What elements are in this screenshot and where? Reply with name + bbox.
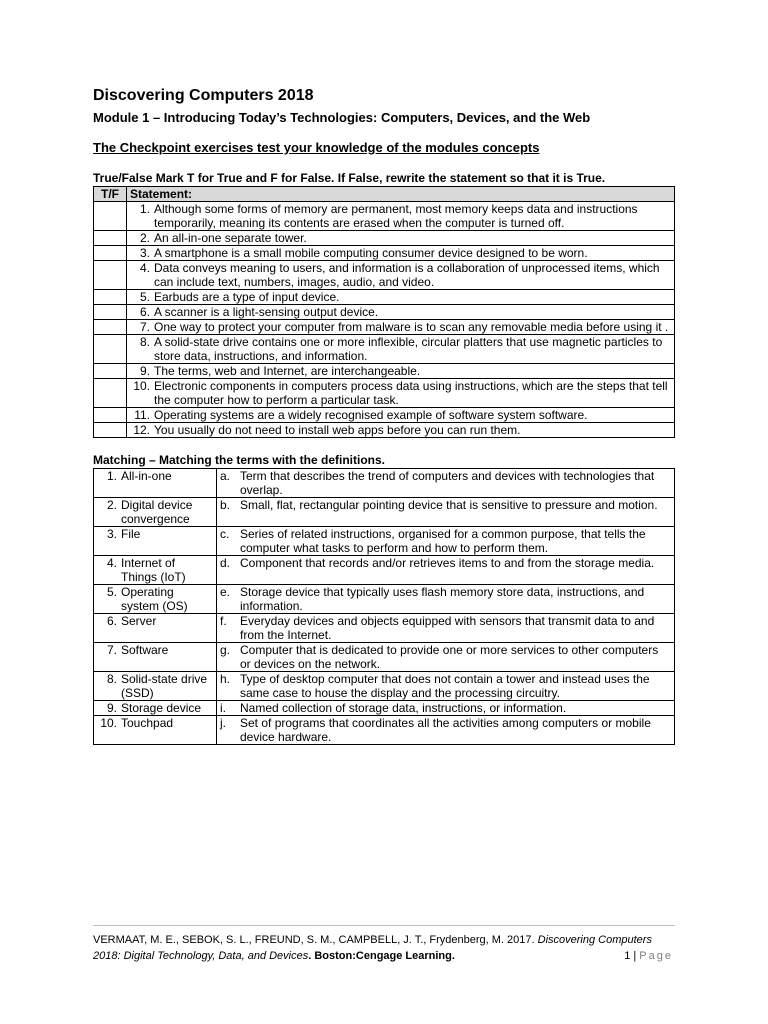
term-text: Software — [121, 643, 169, 657]
tf-answer-cell[interactable] — [94, 202, 127, 231]
definition-letter: b. — [220, 498, 231, 512]
definition-letter: h. — [220, 672, 231, 686]
term-cell — [94, 527, 217, 556]
statement-text: A smartphone is a small mobile computing consumer device designed to be worn. — [154, 246, 588, 260]
term-text: All-in-one — [121, 469, 172, 483]
tf-row — [94, 320, 675, 335]
term-cell — [94, 701, 217, 716]
definition-letter: c. — [220, 527, 230, 541]
definition-text: Component that records and/or retrieves items to and from the storage media. — [240, 556, 655, 570]
term-cell — [94, 716, 217, 745]
statement-cell — [127, 335, 675, 364]
term-text: Internet of Things (IoT) — [121, 556, 186, 584]
definition-text: Computer that is dedicated to provide one or more services to other computers or devices on the network. — [240, 643, 659, 671]
true-false-table — [93, 186, 675, 438]
definition-text: Series of related instructions, organised for a common purpose, that tells the computer what tasks to perform and how to perform them. — [240, 527, 646, 555]
matching-row — [94, 498, 675, 527]
tf-answer-cell[interactable] — [94, 364, 127, 379]
statement-cell — [127, 305, 675, 320]
tf-answer-cell[interactable] — [94, 379, 127, 408]
tf-answer-cell[interactable] — [94, 231, 127, 246]
statement-number: 9. — [139, 364, 150, 378]
statement-number: 4. — [139, 261, 150, 275]
true-false-instruction: True/False Mark T for True and F for False. If False, rewrite the statement so that it is True. — [93, 171, 606, 185]
tf-answer-cell[interactable] — [94, 290, 127, 305]
matching-row — [94, 527, 675, 556]
term-cell — [94, 614, 217, 643]
matching-row — [94, 643, 675, 672]
definition-text: Small, flat, rectangular pointing device that is sensitive to pressure and motion. — [240, 498, 658, 512]
matching-row — [94, 716, 675, 745]
statement-cell — [127, 379, 675, 408]
statement-text: A scanner is a light-sensing output device. — [154, 305, 379, 319]
statement-text: Data conveys meaning to users, and information is a collaboration of unprocessed items, which can include text, numbers, images, audio, and video. — [154, 261, 660, 289]
definition-text: Set of programs that coordinates all the activities among computers or mobile device hardware. — [240, 716, 651, 744]
term-number: 10. — [100, 716, 117, 730]
matching-table-body — [94, 469, 675, 745]
statement-text: Earbuds are a type of input device. — [154, 290, 340, 304]
statement-number: 12. — [133, 423, 150, 437]
tf-row — [94, 335, 675, 364]
tf-answer-cell[interactable] — [94, 335, 127, 364]
term-number: 3. — [106, 527, 117, 541]
true-false-table-body — [94, 202, 675, 438]
definition-letter: e. — [220, 585, 231, 599]
term-text: Operating system (OS) — [121, 585, 188, 613]
statement-text: Electronic components in computers process data using instructions, which are the steps that tell the computer how to perform a particular task. — [154, 379, 668, 407]
statement-number: 1. — [139, 202, 150, 216]
citation-authors: VERMAAT, M. E., SEBOK, S. L., FREUND, S. M., CAMPBELL, J. T., Frydenberg, M. 2017. — [93, 934, 535, 946]
citation-publisher: . Boston:Cengage Learning. — [308, 950, 455, 962]
definition-letter: g. — [220, 643, 231, 657]
term-text: File — [121, 527, 141, 541]
definition-text: Term that describes the trend of computers and devices with technologies that overlap. — [240, 469, 655, 497]
tf-row — [94, 261, 675, 290]
term-cell — [94, 469, 217, 498]
statement-number: 5. — [139, 290, 150, 304]
page-number-label — [624, 948, 673, 964]
statement-cell — [127, 231, 675, 246]
definition-cell — [217, 469, 675, 498]
module-title: Module 1 – Introducing Today’s Technologies: Computers, Devices, and the Web — [93, 110, 591, 125]
statement-text: You usually do not need to install web apps before you can run them. — [154, 423, 521, 437]
term-cell — [94, 498, 217, 527]
definition-text: Storage device that typically uses flash memory store data, instructions, and information. — [240, 585, 645, 613]
definition-cell — [217, 701, 675, 716]
matching-row — [94, 672, 675, 701]
citation-book-title: Discovering Computers 2018: Digital Technology, Data, and Devices — [93, 934, 652, 962]
definition-cell — [217, 643, 675, 672]
statement-number: 7. — [139, 320, 150, 334]
definition-cell — [217, 614, 675, 643]
page-separator: | — [633, 950, 637, 962]
matching-table — [93, 468, 675, 745]
term-cell — [94, 556, 217, 585]
term-number: 4. — [106, 556, 117, 570]
definition-letter: j. — [220, 716, 226, 730]
term-text: Digital device convergence — [121, 498, 193, 526]
term-number: 8. — [106, 672, 117, 686]
term-text: Storage device — [121, 701, 202, 715]
term-number: 7. — [106, 643, 117, 657]
statement-number: 11. — [134, 408, 150, 422]
statement-text: An all-in-one separate tower. — [154, 231, 307, 245]
term-cell — [94, 643, 217, 672]
statement-number: 6. — [139, 305, 150, 319]
statement-cell — [127, 202, 675, 231]
term-cell — [94, 672, 217, 701]
definition-letter: f. — [220, 614, 227, 628]
footer-citation — [93, 925, 675, 964]
statement-cell — [127, 290, 675, 305]
statement-cell — [127, 408, 675, 423]
definition-cell — [217, 585, 675, 614]
definition-text: Everyday devices and objects equipped with sensors that transmit data to and from the Internet. — [240, 614, 655, 642]
tf-row — [94, 364, 675, 379]
definition-cell — [217, 527, 675, 556]
definition-letter: d. — [220, 556, 231, 570]
matching-row — [94, 614, 675, 643]
term-number: 9. — [106, 701, 117, 715]
tf-row — [94, 305, 675, 320]
definition-cell — [217, 672, 675, 701]
page-word: Page — [639, 950, 673, 962]
tf-column-header: T/F — [94, 187, 127, 202]
matching-row — [94, 469, 675, 498]
tf-row — [94, 423, 675, 438]
definition-text: Named collection of storage data, instructions, or information. — [240, 701, 567, 715]
tf-row — [94, 246, 675, 261]
definition-cell — [217, 556, 675, 585]
matching-instruction: Matching – Matching the terms with the definitions. — [93, 453, 386, 467]
statement-number: 2. — [139, 231, 150, 245]
matching-row — [94, 556, 675, 585]
statement-text: Operating systems are a widely recognised example of software system software. — [154, 408, 588, 422]
statement-text: Although some forms of memory are permanent, most memory keeps data and instructions temporarily, meaning its contents are erased when the computer is turned off. — [154, 202, 638, 230]
document-page — [93, 86, 675, 745]
statement-cell — [127, 246, 675, 261]
definition-cell — [217, 498, 675, 527]
page-number: 1 — [624, 950, 631, 962]
tf-answer-cell[interactable] — [94, 305, 127, 320]
term-number: 6. — [106, 614, 117, 628]
tf-row — [94, 202, 675, 231]
term-number: 2. — [106, 498, 117, 512]
tf-answer-cell[interactable] — [94, 261, 127, 290]
statement-cell — [127, 261, 675, 290]
tf-row — [94, 408, 675, 423]
statement-column-header: Statement: — [127, 187, 675, 202]
tf-row — [94, 290, 675, 305]
definition-letter: a. — [220, 469, 231, 483]
definition-cell — [217, 716, 675, 745]
statement-text: One way to protect your computer from malware is to scan any removable media before using it . — [154, 320, 669, 334]
statement-number: 10. — [133, 379, 150, 393]
term-number: 1. — [106, 469, 117, 483]
tf-answer-cell[interactable] — [94, 246, 127, 261]
tf-row — [94, 231, 675, 246]
tf-row — [94, 379, 675, 408]
matching-row — [94, 585, 675, 614]
matching-row — [94, 701, 675, 716]
statement-cell — [127, 364, 675, 379]
tf-answer-cell[interactable] — [94, 408, 127, 423]
term-cell — [94, 585, 217, 614]
statement-cell — [127, 423, 675, 438]
term-text: Solid-state drive (SSD) — [121, 672, 208, 700]
term-number: 5. — [106, 585, 117, 599]
statement-text: A solid-state drive contains one or more inflexible, circular platters that use magnetic particles to store data, instructions, and information. — [154, 335, 663, 363]
statement-number: 3. — [139, 246, 150, 260]
checkpoint-heading: The Checkpoint exercises test your knowledge of the modules concepts — [93, 140, 540, 155]
term-text: Touchpad — [121, 716, 174, 730]
definition-text: Type of desktop computer that does not contain a tower and instead uses the same case to house the display and the processing circuitry. — [240, 672, 650, 700]
statement-number: 8. — [139, 335, 150, 349]
statement-cell — [127, 320, 675, 335]
term-text: Server — [121, 614, 157, 628]
statement-text: The terms, web and Internet, are interchangeable. — [154, 364, 421, 378]
definition-letter: i. — [220, 701, 226, 715]
tf-answer-cell[interactable] — [94, 320, 127, 335]
document-title: Discovering Computers 2018 — [93, 87, 314, 104]
tf-answer-cell[interactable] — [94, 423, 127, 438]
